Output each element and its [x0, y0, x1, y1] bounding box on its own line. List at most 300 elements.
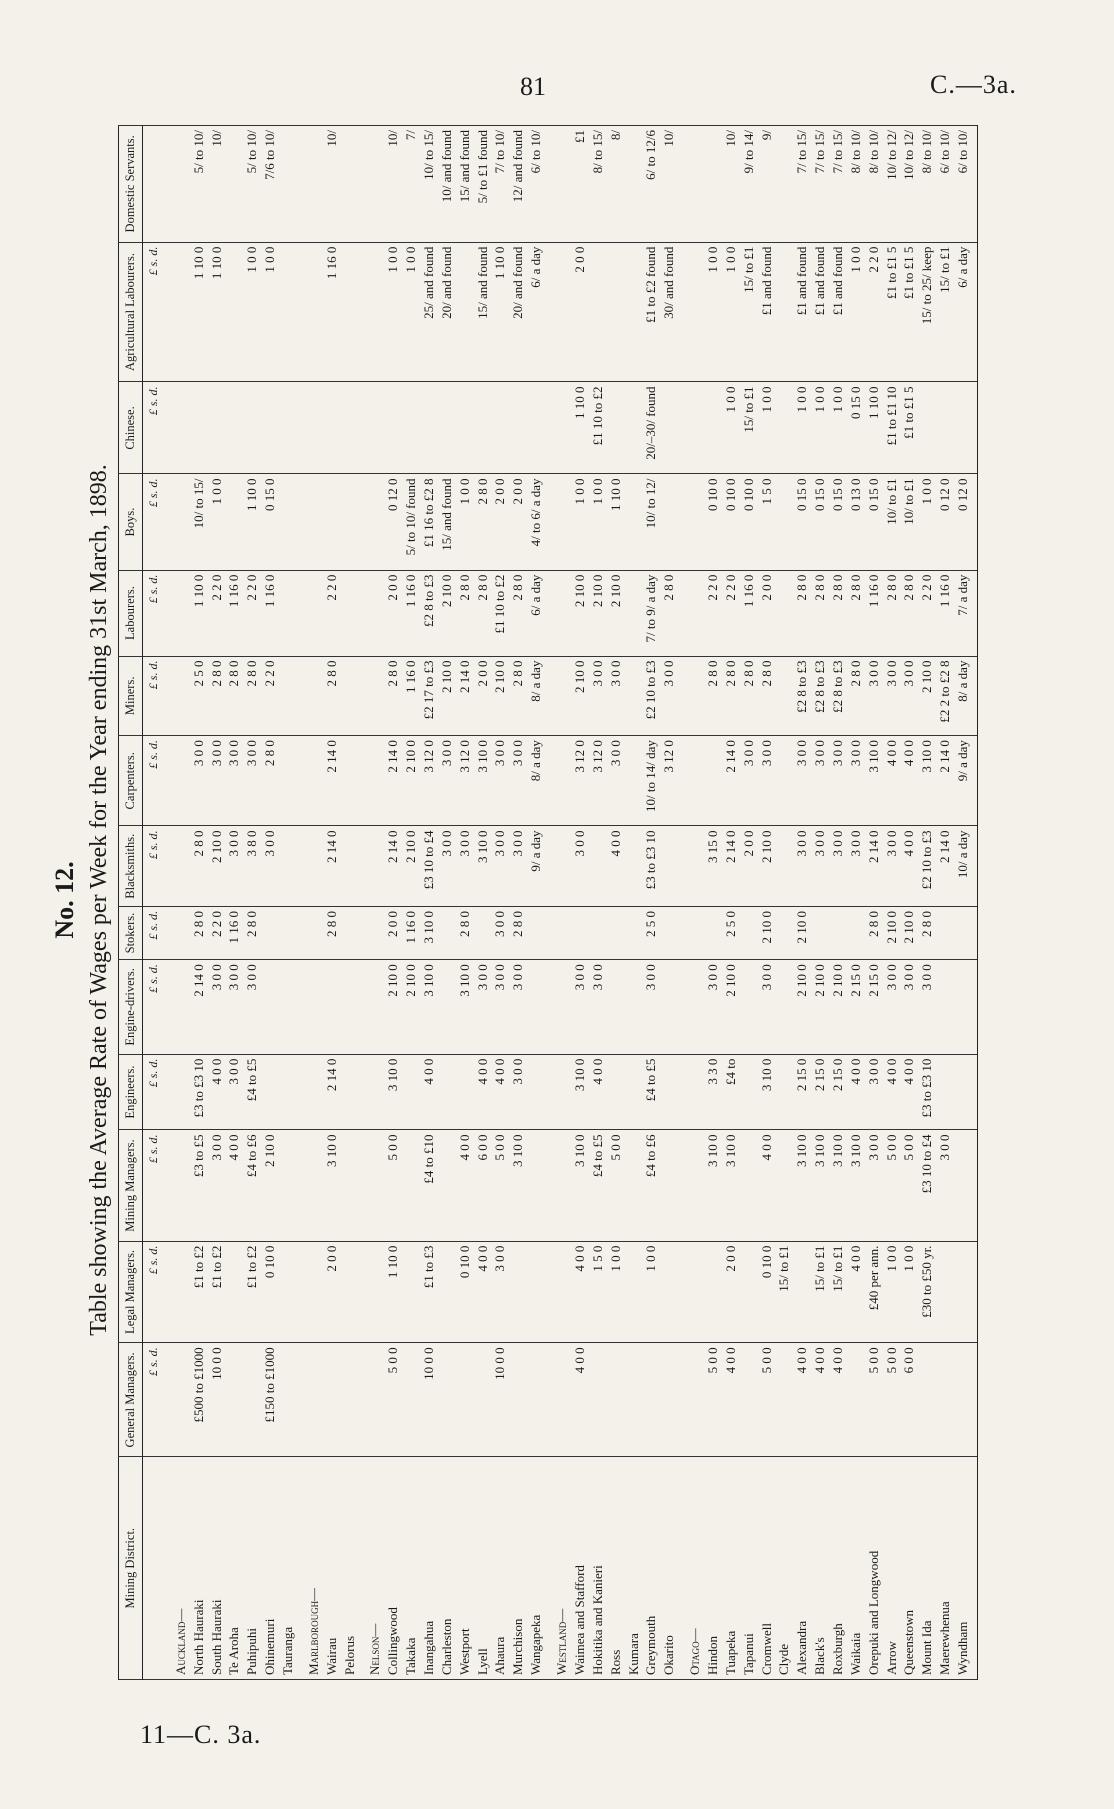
wage-cell: 3 10 0	[722, 1130, 740, 1241]
wage-cell: 1 0 0	[571, 474, 589, 570]
wage-cell: 2 0 0	[509, 474, 527, 570]
wage-cell	[704, 906, 722, 959]
wage-cell: 2 8 0	[847, 570, 865, 656]
empty-cell	[358, 570, 384, 656]
table-row	[758, 126, 776, 1680]
wage-cell: 10/ to £1	[883, 474, 901, 570]
table-row	[323, 126, 341, 1680]
wage-cell: 3 10 0	[509, 1130, 527, 1241]
wage-cell: 3 10 0	[793, 1130, 811, 1241]
wage-cell	[954, 960, 977, 1054]
wage-cell	[829, 906, 847, 959]
district-name: Mount Ida	[918, 1457, 936, 1680]
wage-cell: 3 8 0	[243, 826, 261, 906]
wage-cell	[438, 1343, 456, 1457]
empty-cell	[545, 1241, 571, 1343]
wage-cell: £4 to	[722, 1054, 740, 1130]
wage-cell	[527, 1343, 545, 1457]
wage-cell: 2 8 0	[323, 906, 341, 959]
wage-cell: 0 10 0	[261, 1241, 279, 1343]
wage-cell: 2 8 0	[722, 656, 740, 736]
empty-cell	[297, 1054, 323, 1130]
wage-cell	[607, 242, 625, 382]
empty-cell	[358, 242, 384, 382]
wage-cell: 2 10 0	[384, 960, 402, 1054]
unit-label: £ s. d.	[143, 242, 164, 382]
wage-cell: 1 10 0	[384, 1241, 402, 1343]
wage-cell	[775, 826, 793, 906]
district-name: Alexandra	[793, 1457, 811, 1680]
wage-cell: 0 15 0	[793, 474, 811, 570]
wage-cell: 15/ to £1	[829, 1241, 847, 1343]
wage-cell: 9/ a day	[954, 736, 977, 826]
wage-cell: £4 to £10	[420, 1130, 438, 1241]
wage-cell: 2 14 0	[190, 960, 208, 1054]
wage-cell	[527, 382, 545, 474]
wage-cell	[625, 826, 643, 906]
wage-cell: 2 8 0	[225, 656, 243, 736]
empty-cell	[164, 570, 190, 656]
wage-cell	[625, 126, 643, 243]
section-name: Marlborough—	[297, 1457, 323, 1680]
wage-cell: £1 to £1 10	[883, 382, 901, 474]
column-header: Engine-drivers.	[119, 960, 143, 1054]
wage-cell: 2 14 0	[323, 736, 341, 826]
wage-cell: 7/ to 15/	[793, 126, 811, 243]
wage-cell: 3 10 0	[474, 826, 492, 906]
wage-cell: 1 0 0	[758, 382, 776, 474]
wage-cell	[625, 1054, 643, 1130]
wage-cell: £1 to £2	[190, 1241, 208, 1343]
table-row	[642, 126, 660, 1680]
wage-cell: 2 10 0	[402, 960, 420, 1054]
wage-cell: 1 10 0	[491, 242, 509, 382]
wage-cell	[279, 656, 297, 736]
wage-cell: £1 and found	[758, 242, 776, 382]
wage-cell: 2 10 0	[491, 656, 509, 736]
wage-cell	[261, 906, 279, 959]
district-name: Charleston	[438, 1457, 456, 1680]
wage-cell: 3 12 0	[571, 736, 589, 826]
district-name: Pelorus	[341, 1457, 359, 1680]
wage-cell: 10/	[323, 126, 341, 243]
wage-cell: 10/ and found	[438, 126, 456, 243]
wage-cell: 2 5 0	[190, 656, 208, 736]
empty-cell	[297, 382, 323, 474]
wage-cell: 2 8 0	[474, 474, 492, 570]
wage-cell: 3 10 0	[571, 1054, 589, 1130]
wage-cell	[775, 126, 793, 243]
wage-cell: 10 0 0	[208, 1343, 226, 1457]
wage-cell: 1 10 0	[571, 382, 589, 474]
wage-cell: 1 0 0	[261, 242, 279, 382]
wage-cell	[660, 1130, 678, 1241]
table-row	[793, 126, 811, 1680]
wage-cell: 3 0 0	[740, 736, 758, 826]
column-header: Stokers.	[119, 906, 143, 959]
empty-cell	[297, 906, 323, 959]
unit-label	[143, 1457, 164, 1680]
district-name: Wairau	[323, 1457, 341, 1680]
table-body	[143, 126, 978, 1680]
empty-cell	[678, 570, 704, 656]
wage-cell: 3 0 0	[758, 736, 776, 826]
wage-cell: 7/ to 10/	[491, 126, 509, 243]
wage-cell: 2 0 0	[474, 656, 492, 736]
wage-cell: 1 0 0	[402, 242, 420, 382]
wage-cell: £1 to £1 5	[900, 242, 918, 382]
wage-cell	[341, 474, 359, 570]
wage-cell: 2 15 0	[811, 1054, 829, 1130]
wage-cell	[740, 1054, 758, 1130]
empty-cell	[164, 474, 190, 570]
wage-cell: 1 0 0	[883, 1241, 901, 1343]
wage-cell: 15/ and found	[456, 126, 474, 243]
section-name: Auckland—	[164, 1457, 190, 1680]
table-row	[625, 126, 643, 1680]
wage-cell	[527, 906, 545, 959]
district-name: Ross	[607, 1457, 625, 1680]
wage-cell: 3 0 0	[900, 656, 918, 736]
wage-cell: 2 10 0	[883, 906, 901, 959]
empty-cell	[358, 474, 384, 570]
wage-cell: 4/ to 6/ a day	[527, 474, 545, 570]
district-name: Black's	[811, 1457, 829, 1680]
wage-cell: 4 0 0	[829, 1343, 847, 1457]
wage-cell	[936, 1054, 954, 1130]
wage-cell: 6/ to 12/6	[642, 126, 660, 243]
wage-cell: 10/ to £1	[900, 474, 918, 570]
wage-cell: 2 15 0	[829, 1054, 847, 1130]
units-row	[143, 126, 164, 1680]
wage-cell	[660, 960, 678, 1054]
wage-cell: 3 10 0	[474, 736, 492, 826]
wage-cell: 9/ a day	[527, 826, 545, 906]
wage-cell	[918, 382, 936, 474]
unit-label: £ s. d.	[143, 906, 164, 959]
wage-cell	[918, 1343, 936, 1457]
wage-cell: 2 2 0	[208, 906, 226, 959]
wage-cell: £3 to £3 10	[642, 826, 660, 906]
wage-cell: 2 10 0	[571, 570, 589, 656]
district-name: Ahaura	[491, 1457, 509, 1680]
wage-cell: 3 0 0	[571, 960, 589, 1054]
wage-cell	[607, 960, 625, 1054]
empty-cell	[545, 1054, 571, 1130]
empty-cell	[545, 1343, 571, 1457]
wage-cell	[847, 1343, 865, 1457]
wage-cell: 5 0 0	[883, 1343, 901, 1457]
district-name: Collingwood	[384, 1457, 402, 1680]
wage-cell	[589, 1343, 607, 1457]
wage-cell: 3 0 0	[793, 826, 811, 906]
wage-cell	[474, 1343, 492, 1457]
wage-cell	[323, 474, 341, 570]
wage-cell: £1 to £2	[243, 1241, 261, 1343]
wage-cell	[261, 1054, 279, 1130]
empty-cell	[297, 474, 323, 570]
wage-cell: 10/	[660, 126, 678, 243]
wage-cell: 20/–30/ found	[642, 382, 660, 474]
district-name: Hokitika and Kanieri	[589, 1457, 607, 1680]
wage-cell: 3 0 0	[491, 960, 509, 1054]
wage-cell: 4 0 0	[420, 1054, 438, 1130]
table-row	[402, 126, 420, 1680]
wage-cell: 0 10 0	[704, 474, 722, 570]
empty-cell	[678, 960, 704, 1054]
wage-cell: 2 10 0	[261, 1130, 279, 1241]
wage-cell: 6/ a day	[954, 242, 977, 382]
wage-cell: 3 0 0	[883, 826, 901, 906]
empty-cell	[297, 1130, 323, 1241]
wage-cell	[323, 1343, 341, 1457]
wage-cell: 3 10 0	[456, 960, 474, 1054]
section-header-row	[358, 126, 384, 1680]
column-header: Legal Managers.	[119, 1241, 143, 1343]
wage-cell: 12/ and found	[509, 126, 527, 243]
wage-cell: £2 17 to £3	[420, 656, 438, 736]
column-header: Mining Managers.	[119, 1130, 143, 1241]
empty-cell	[297, 1343, 323, 1457]
wage-cell: 3 0 0	[225, 1054, 243, 1130]
wage-cell: 5/ to 10/	[190, 126, 208, 243]
wage-cell: 2 5 0	[642, 906, 660, 959]
wage-cell: 2 8 0	[323, 656, 341, 736]
wage-cell: 2 8 0	[811, 570, 829, 656]
wage-cell: 1 10 0	[190, 242, 208, 382]
wage-cell: 3 0 0	[438, 826, 456, 906]
wage-cell: 2 15 0	[793, 1054, 811, 1130]
column-header-row	[119, 126, 143, 1680]
district-name: Murchison	[509, 1457, 527, 1680]
wage-cell: 2 14 0	[323, 1054, 341, 1130]
wage-cell: 1 0 0	[829, 382, 847, 474]
wage-cell: 3 0 0	[491, 1241, 509, 1343]
wage-cell: 4 0 0	[607, 826, 625, 906]
wage-cell: 2 2 0	[208, 570, 226, 656]
wage-cell: 4 0 0	[571, 1343, 589, 1457]
empty-cell	[545, 570, 571, 656]
wage-cell: 3 0 0	[438, 736, 456, 826]
wage-cell: 1 0 0	[642, 1241, 660, 1343]
wage-cell	[279, 1343, 297, 1457]
wage-cell: 3 0 0	[491, 826, 509, 906]
table-row	[571, 126, 589, 1680]
wage-cell: 1 16 0	[865, 570, 883, 656]
wage-cell	[936, 1343, 954, 1457]
empty-cell	[678, 1241, 704, 1343]
district-name: Lyell	[474, 1457, 492, 1680]
unit-label: £ s. d.	[143, 474, 164, 570]
wage-cell: 3 0 0	[847, 826, 865, 906]
wage-cell: 1 16 0	[740, 570, 758, 656]
empty-cell	[297, 1241, 323, 1343]
wage-cell	[509, 382, 527, 474]
wage-cell: £1 16 to £2 8	[420, 474, 438, 570]
wage-cell	[402, 1343, 420, 1457]
wage-cell: 1 0 0	[918, 474, 936, 570]
empty-cell	[358, 1241, 384, 1343]
wage-cell	[341, 1241, 359, 1343]
empty-cell	[164, 1343, 190, 1457]
wage-cell: 1 16 0	[323, 242, 341, 382]
wage-cell	[279, 826, 297, 906]
wage-cell: 2 8 0	[261, 736, 279, 826]
wage-cell: 1 0 0	[811, 382, 829, 474]
unit-label: £ s. d.	[143, 1343, 164, 1457]
wage-cell	[625, 906, 643, 959]
empty-cell	[164, 826, 190, 906]
empty-cell	[545, 960, 571, 1054]
wage-cell	[954, 1130, 977, 1241]
wage-cell: 2 8 0	[900, 570, 918, 656]
wage-cell	[936, 960, 954, 1054]
wage-cell: 2 10 0	[722, 960, 740, 1054]
wage-cell: £2 8 to £3	[811, 656, 829, 736]
column-header: Engineers.	[119, 1054, 143, 1130]
wage-cell: 0 12 0	[384, 474, 402, 570]
empty-cell	[678, 736, 704, 826]
column-header: Blacksmiths.	[119, 826, 143, 906]
wage-cell: 2 10 0	[402, 736, 420, 826]
wage-cell: 2 10 0	[402, 826, 420, 906]
wage-cell: £2 10 to £3	[642, 656, 660, 736]
wage-cell	[341, 736, 359, 826]
wage-cell	[775, 570, 793, 656]
wage-cell	[793, 1241, 811, 1343]
wage-cell	[456, 1054, 474, 1130]
wage-cell: 2 8 0	[829, 570, 847, 656]
wage-cell: £2 8 to £3	[793, 656, 811, 736]
wage-cell: 5 0 0	[900, 1130, 918, 1241]
wage-cell: 2 5 0	[722, 906, 740, 959]
wage-cell	[491, 382, 509, 474]
column-header: Miners.	[119, 656, 143, 736]
wage-cell	[225, 474, 243, 570]
unit-label: £ s. d.	[143, 1241, 164, 1343]
empty-cell	[358, 826, 384, 906]
wage-cell: 1 0 0	[793, 382, 811, 474]
wage-cell: 2 14 0	[722, 736, 740, 826]
wage-cell: 10/ to 12/	[642, 474, 660, 570]
empty-cell	[678, 656, 704, 736]
wage-cell: 8/	[607, 126, 625, 243]
empty-cell	[358, 656, 384, 736]
wage-cell	[775, 656, 793, 736]
table-row	[420, 126, 438, 1680]
table-row	[607, 126, 625, 1680]
wage-cell	[660, 382, 678, 474]
wage-cell	[243, 382, 261, 474]
wage-cell	[279, 1241, 297, 1343]
unit-label: £ s. d.	[143, 960, 164, 1054]
table-row	[954, 126, 977, 1680]
wage-cell: £2 2 to £2 8	[936, 656, 954, 736]
table-row	[261, 126, 279, 1680]
wage-cell: 10/	[208, 126, 226, 243]
wage-cell	[704, 126, 722, 243]
wage-cell	[225, 242, 243, 382]
wage-cell: 2 8 0	[660, 570, 678, 656]
wage-cell: 2 10 0	[589, 570, 607, 656]
district-name: Wangapeka	[527, 1457, 545, 1680]
wage-cell: 1 10 0	[190, 570, 208, 656]
wage-cell: 3 0 0	[829, 826, 847, 906]
wage-cell: 2 15 0	[847, 960, 865, 1054]
wage-cell: 2 14 0	[384, 736, 402, 826]
wage-cell: 8/ a day	[954, 656, 977, 736]
wage-cell: 1 0 0	[704, 242, 722, 382]
wage-cell	[402, 1241, 420, 1343]
table-row	[341, 126, 359, 1680]
wage-cell: 10/	[722, 126, 740, 243]
unit-label: £ s. d.	[143, 382, 164, 474]
section-name: Westland—	[545, 1457, 571, 1680]
wage-cell: £2 10 to £3	[918, 826, 936, 906]
wage-cell	[509, 1343, 527, 1457]
wage-cell: 2 8 0	[865, 906, 883, 959]
wage-cell: 2 10 0	[918, 656, 936, 736]
wage-cell	[402, 1130, 420, 1241]
empty-cell	[678, 1343, 704, 1457]
wage-cell: 3 0 0	[261, 826, 279, 906]
wage-cell: 1 10 0	[208, 242, 226, 382]
district-name: Puhipuhi	[243, 1457, 261, 1680]
wage-cell: 1 16 0	[402, 656, 420, 736]
wage-cell	[625, 1130, 643, 1241]
wage-cell	[589, 826, 607, 906]
wage-cell: 0 12 0	[936, 474, 954, 570]
wage-cell	[704, 736, 722, 826]
district-name: Cromwell	[758, 1457, 776, 1680]
wage-cell: 10/ to 12/	[900, 126, 918, 243]
wage-cell: 2 8 0	[758, 656, 776, 736]
wage-cell: 4 0 0	[900, 826, 918, 906]
wage-cell: 3 0 0	[758, 960, 776, 1054]
district-name: Takaka	[402, 1457, 420, 1680]
wage-cell: 3 10 0	[829, 1130, 847, 1241]
wage-cell: 10/ to 12/	[883, 126, 901, 243]
wage-cell: 2 2 0	[704, 570, 722, 656]
wage-cell: 0 12 0	[954, 474, 977, 570]
wage-cell: 3 0 0	[225, 960, 243, 1054]
wage-cell: £2 8 to £3	[420, 570, 438, 656]
wage-cell	[208, 382, 226, 474]
wage-cell: 3 0 0	[474, 960, 492, 1054]
wage-cell	[740, 906, 758, 959]
wage-cell: 3 0 0	[589, 960, 607, 1054]
wage-cell: 8/ a day	[527, 736, 545, 826]
district-name: Westport	[456, 1457, 474, 1680]
wage-cell: 1 10 0	[865, 382, 883, 474]
table-row	[918, 126, 936, 1680]
wage-cell: 3 10 0	[865, 736, 883, 826]
wage-cell: 4 0 0	[883, 1054, 901, 1130]
wage-cell: £1 to £2 found	[642, 242, 660, 382]
wage-cell: 2 8 0	[456, 570, 474, 656]
empty-cell	[678, 1054, 704, 1130]
footer-code: 11—C. 3a.	[140, 1720, 262, 1749]
wage-cell	[954, 906, 977, 959]
wage-cell: 3 10 0	[704, 1130, 722, 1241]
empty-cell	[358, 1054, 384, 1130]
wage-cell	[279, 242, 297, 382]
wage-cell: 9/	[758, 126, 776, 243]
wage-cell: £1 10 to £2	[589, 382, 607, 474]
wage-cell	[279, 382, 297, 474]
wage-cell: 2 8 0	[474, 570, 492, 656]
wage-cell: 3 0 0	[865, 1054, 883, 1130]
